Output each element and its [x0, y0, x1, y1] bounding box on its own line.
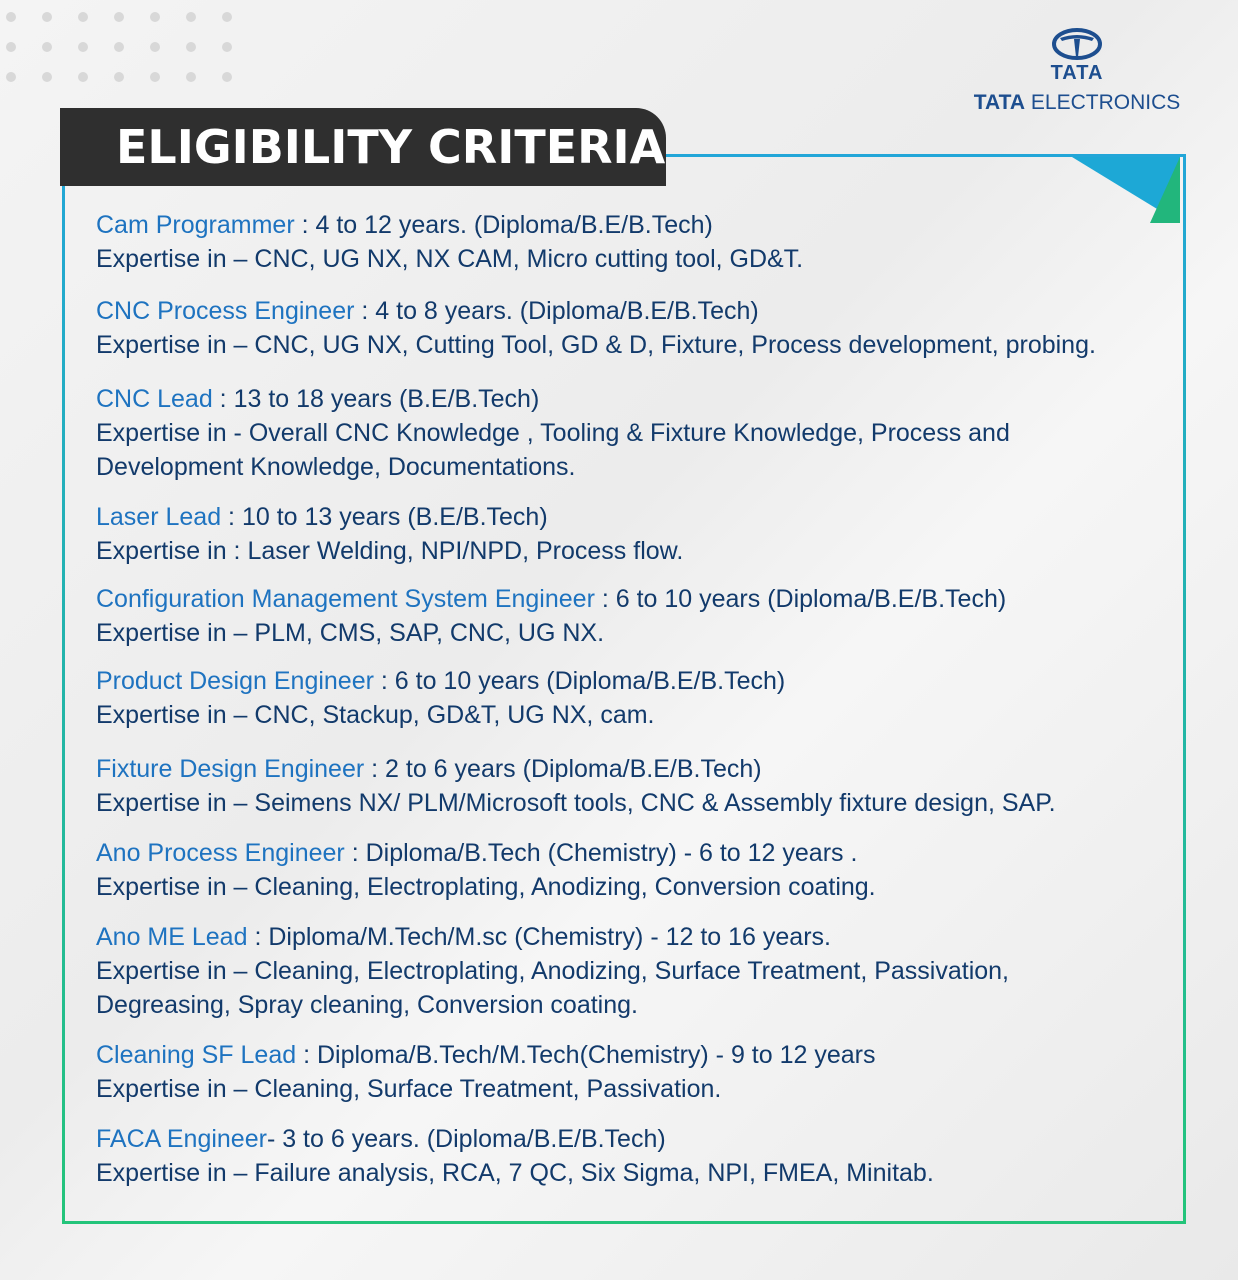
role-title: Cam Programmer — [96, 211, 295, 239]
role-requirement: : 13 to 18 years (B.E/B.Tech) — [212, 385, 540, 413]
role-title: Ano ME Lead — [96, 923, 248, 951]
criteria-entry — [96, 836, 1166, 904]
role-title: Cleaning SF Lead — [96, 1041, 297, 1069]
role-title: CNC Process Engineer — [96, 297, 355, 325]
expertise-line: Expertise in – CNC, Stackup, GD&T, UG NX, cam. — [96, 701, 655, 729]
role-title: Ano Process Engineer — [96, 839, 345, 867]
criteria-role-line — [96, 1122, 1166, 1156]
criteria-entry — [96, 752, 1166, 820]
role-requirement: : 2 to 6 years (Diploma/B.E/B.Tech) — [364, 755, 762, 783]
expertise-line: Degreasing, Spray cleaning, Conversion coating. — [96, 991, 638, 1019]
role-title: Product Design Engineer — [96, 667, 374, 695]
expertise-line: Development Knowledge, Documentations. — [96, 453, 576, 481]
criteria-role-line — [96, 1038, 1166, 1072]
criteria-list — [96, 208, 1166, 1190]
expertise-line: Expertise in – Seimens NX/ PLM/Microsoft tools, CNC & Assembly fixture design, SAP. — [96, 789, 1056, 817]
page-title: ELIGIBILITY CRITERIA — [116, 120, 666, 174]
criteria-entry — [96, 1122, 1166, 1190]
criteria-entry — [96, 920, 1166, 1022]
decorative-dots — [0, 12, 232, 102]
tata-logo-icon — [1052, 28, 1102, 60]
role-requirement: - 3 to 6 years. (Diploma/B.E/B.Tech) — [266, 1125, 666, 1153]
criteria-entry — [96, 1038, 1166, 1106]
role-requirement: : Diploma/B.Tech/M.Tech(Chemistry) - 9 to 12 years — [296, 1041, 876, 1069]
brand-block — [972, 28, 1182, 115]
role-requirement: : 10 to 13 years (B.E/B.Tech) — [221, 503, 548, 531]
expertise-line: Expertise in – CNC, UG NX, Cutting Tool, GD & D, Fixture, Process development, probing. — [96, 331, 1096, 359]
criteria-role-line — [96, 664, 1166, 698]
expertise-line: Expertise in : Laser Welding, NPI/NPD, Process flow. — [96, 537, 684, 565]
role-requirement: : Diploma/M.Tech/M.sc (Chemistry) - 12 to 16 years. — [247, 923, 831, 951]
criteria-role-line — [96, 208, 1166, 242]
criteria-role-line — [96, 382, 1166, 416]
criteria-role-line — [96, 582, 1166, 616]
criteria-entry — [96, 582, 1166, 650]
criteria-role-line — [96, 836, 1166, 870]
criteria-entry — [96, 500, 1166, 568]
expertise-line: Expertise in – CNC, UG NX, NX CAM, Micro cutting tool, GD&T. — [96, 245, 804, 273]
criteria-entry — [96, 664, 1166, 732]
expertise-line: Expertise in – Failure analysis, RCA, 7 QC, Six Sigma, NPI, FMEA, Minitab. — [96, 1159, 934, 1187]
expertise-line: Expertise in – PLM, CMS, SAP, CNC, UG NX. — [96, 619, 605, 647]
expertise-line: Expertise in – Cleaning, Electroplating, Anodizing, Conversion coating. — [96, 873, 876, 901]
role-title: FACA Engineer — [96, 1125, 267, 1153]
criteria-entry — [96, 294, 1166, 362]
tata-logo-text: TATA — [1050, 62, 1104, 84]
role-title: Fixture Design Engineer — [96, 755, 365, 783]
role-requirement: : 4 to 8 years. (Diploma/B.E/B.Tech) — [354, 297, 759, 325]
heading-banner — [60, 108, 666, 186]
role-requirement: : 6 to 10 years (Diploma/B.E/B.Tech) — [594, 585, 1007, 613]
expertise-line: Expertise in – Cleaning, Surface Treatment, Passivation. — [96, 1075, 722, 1103]
expertise-line: Expertise in - Overall CNC Knowledge , Tooling & Fixture Knowledge, Process and — [96, 419, 1010, 447]
criteria-entry — [96, 208, 1166, 276]
role-requirement: : Diploma/B.Tech (Chemistry) - 6 to 12 years . — [344, 839, 858, 867]
company-name: TATA ELECTRONICS — [973, 91, 1181, 114]
criteria-role-line — [96, 920, 1166, 954]
role-requirement: : 4 to 12 years. (Diploma/B.E/B.Tech) — [294, 211, 713, 239]
role-title: Configuration Management System Engineer — [96, 585, 595, 613]
criteria-role-line — [96, 500, 1166, 534]
criteria-role-line — [96, 294, 1166, 328]
role-title: Laser Lead — [96, 503, 222, 531]
criteria-entry — [96, 382, 1166, 484]
role-title: CNC Lead — [96, 385, 213, 413]
criteria-role-line — [96, 752, 1166, 786]
role-requirement: : 6 to 10 years (Diploma/B.E/B.Tech) — [373, 667, 786, 695]
expertise-line: Expertise in – Cleaning, Electroplating, Anodizing, Surface Treatment, Passivation, — [96, 957, 1010, 985]
